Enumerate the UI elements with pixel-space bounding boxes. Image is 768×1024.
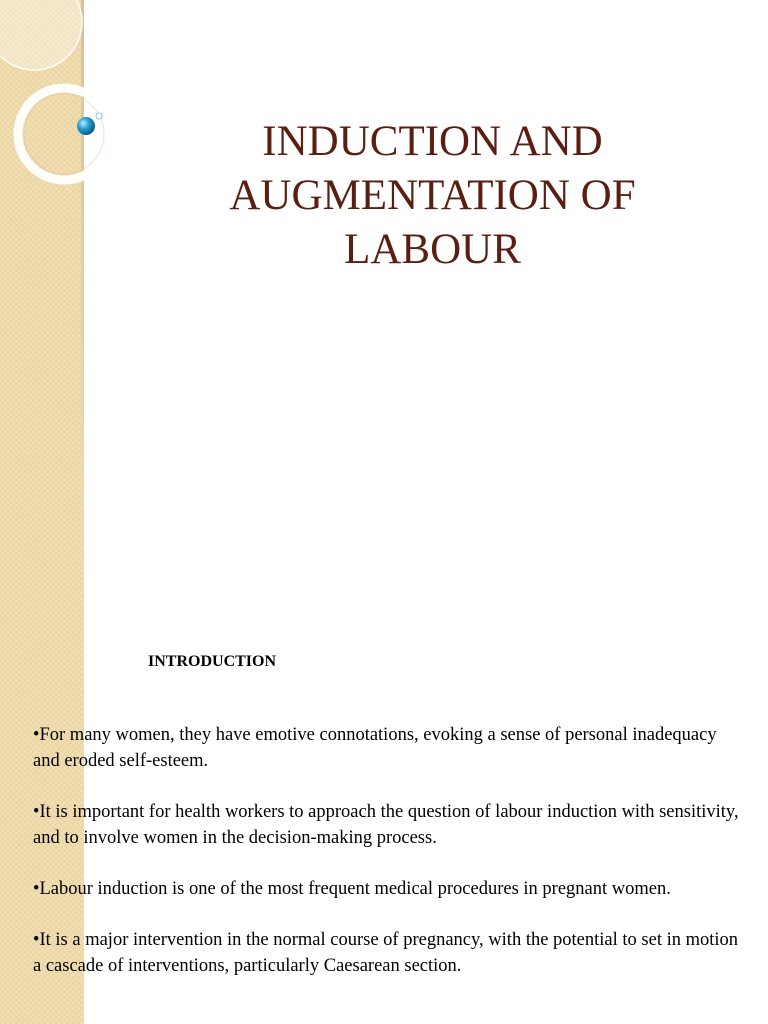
blue-bead-icon bbox=[77, 117, 95, 135]
title-line: INDUCTION AND bbox=[262, 118, 603, 165]
bullet-list bbox=[33, 722, 745, 1004]
slide-title bbox=[150, 115, 715, 277]
decorative-circles bbox=[0, 0, 140, 200]
inner-ring-shape bbox=[24, 94, 104, 174]
bullet-item: •Labour induction is one of the most frequent medical procedures in pregnant women. bbox=[33, 879, 671, 899]
bullet-item: •It is important for health workers to approach the question of labour induction with sensitivity, and to involve women in the decision-making process. bbox=[33, 802, 739, 848]
small-bead-icon bbox=[96, 113, 102, 119]
title-line: AUGMENTATION OF bbox=[229, 172, 636, 219]
introduction-heading: INTRODUCTION bbox=[148, 653, 277, 670]
title-line: LABOUR bbox=[344, 226, 521, 273]
thick-ring-shape bbox=[18, 88, 110, 180]
bullet-item: •It is a major intervention in the normal course of pregnancy, with the potential to set in motion a cascade of interventions, particularly Caesarean section. bbox=[33, 930, 739, 976]
bullet-item: •For many women, they have emotive connotations, evoking a sense of personal inadequacy and eroded self-esteem. bbox=[33, 725, 717, 771]
large-ring-shape bbox=[0, 0, 82, 70]
